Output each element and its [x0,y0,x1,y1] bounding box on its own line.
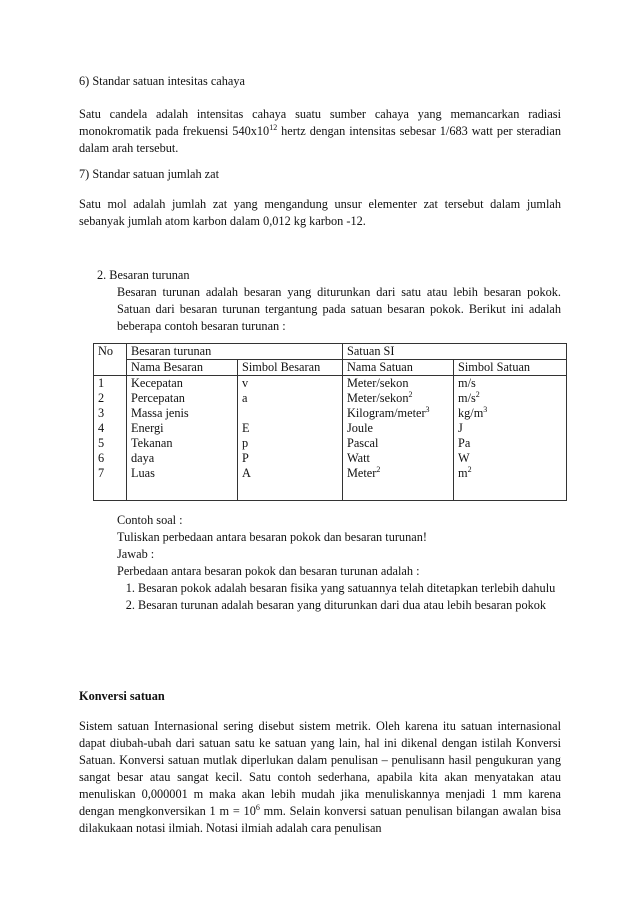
sec6-exponent: 12 [269,122,278,132]
answer-item: 1. Besaran pokok adalah besaran fisika yang satuannya telah ditetapkan terlebih dahulu [138,580,561,597]
header-nama-satuan: Nama Satuan [343,360,454,376]
table-cell: Luas [131,466,155,480]
table-cell: m/s [458,376,476,390]
cell-exponent: 2 [376,464,381,474]
table-cell: Pascal [347,436,379,450]
cell-exponent: 2 [408,389,413,399]
sec7-paragraph: Satu mol adalah jumlah zat yang mengandung unsur elementer zat tersebut dalam jumlah sebanyak jumlah atom karbon dalam 0,012 kg karbon -12. [79,197,561,228]
sec7-heading: 7) Standar satuan jumlah zat [79,167,220,181]
header-besaran-turunan: Besaran turunan [127,344,343,360]
answer-item: 2. Besaran turunan adalah besaran yang diturunkan dari dua atau lebih besaran pokok [138,597,561,614]
table-cell: 6 [98,451,105,465]
table-body-row [94,376,567,501]
table-cell: Meter/sekon [347,376,409,390]
table-cell: Meter/sekon$^2$ [347,389,413,405]
table-cell: $m^2$ [458,464,472,480]
header-nama-besaran: Nama Besaran [127,360,238,376]
table-cell: Energi [131,421,164,435]
table-cell: a [242,391,248,405]
sec6-heading: 6) Standar satuan intesitas cahaya [79,74,245,88]
table-cell: Kilogram/meter$^3$ [347,404,430,420]
col-simbol-satuan [454,376,567,501]
answer-items [117,580,561,614]
cell-exponent: 2 [475,389,480,399]
cell-exponent: 3 [425,404,430,414]
konversi-text-b: mm. Selain konversi satuan penulisan bilangan awalan bisa dilakukaan notasi ilmiah. Notasi ilmiah adalah cara penulisan [79,804,561,835]
jawab-intro: Perbedaan antara besaran pokok dan besaran turunan adalah : [117,564,420,578]
table-cell: P [242,451,249,465]
col-nama-besaran [127,376,238,501]
table-cell: J [458,421,463,435]
table-cell: Kecepatan [131,376,183,390]
jawab-label: Jawab : [117,547,155,561]
table-cell: W [458,451,470,465]
col-simbol-besaran [238,376,343,501]
konversi-text-a: Sistem satuan Internasional sering disebut sistem metrik. Oleh karena itu satuan internasional dapat diubah-ubah dari satuan satu ke satuan yang lain, hal ini dikenal dengan istilah Konversi Satuan. Konversi satuan mutlak diperlukan dalam penulisan – penulisann hasil pengukuran yang sangat besar atau sangat kecil. Satu contoh sederhana, apabila kita akan menyatakan atau menuliskan 0,000001 m maka akan lebih mudah jika menuliskannya menjadi 1 mm karena dengan mengkonversikan 1 m = 10 [79,719,561,818]
header-simbol-besaran: Simbol Besaran [238,360,343,376]
table-cell: Joule [347,421,373,435]
sec2-heading: 2. Besaran turunan [97,268,190,282]
contoh-label: Contoh soal : [117,513,183,527]
konversi-title: Konversi satuan [79,689,165,703]
table-header-row [94,344,567,360]
table-cell: Tekanan [131,436,173,450]
sec6-paragraph [79,106,561,157]
konversi-exponent: 6 [255,802,260,812]
table-cell: p [242,436,249,450]
table-cell: 4 [98,421,105,435]
cell-exponent: 3 [483,404,488,414]
sec6-text-b: hertz dengan intensitas sebesar 1/683 watt per steradian dalam arah tersebut. [79,124,561,155]
table-cell: Watt [347,451,370,465]
answer-list [117,580,561,614]
table-cell: A [242,466,251,480]
table-cell: 7 [98,466,105,480]
table-cell: 1 [98,376,105,390]
konversi-paragraph [79,718,561,837]
contoh-question: Tuliskan perbedaan antara besaran pokok dan besaran turunan! [117,530,427,544]
sec2-paragraph: Besaran turunan adalah besaran yang diturunkan dari satu atau lebih besaran pokok. Satuan dari besaran turunan tergantung pada satuan besaran pokok. Berikut ini adalah beberapa contoh besaran turunan : [117,285,561,333]
besaran-turunan-table [93,343,567,501]
col-nama-satuan [343,376,454,501]
table-cell: $kg/m^3$ [458,404,488,420]
table-cell: daya [131,451,155,465]
header-satuan-si: Satuan SI [343,344,567,360]
table-cell: Meter$^2$ [347,464,381,480]
cell-exponent: 2 [467,464,472,474]
col-no [94,376,127,501]
table-cell [242,406,338,421]
table-cell: 5 [98,436,105,450]
sec6-text-a: Satu candela adalah intensitas cahaya suatu sumber cahaya yang memancarkan radiasi monokromatik pada frekuensi 540x10 [79,107,561,138]
table-cell: $m/s^2$ [458,389,480,405]
table-cell: v [242,376,249,390]
header-no: No [94,344,127,376]
table-cell: E [242,421,250,435]
table-cell: 2 [98,391,105,405]
header-simbol-satuan: Simbol Satuan [454,360,567,376]
table-cell: 3 [98,406,105,420]
table-cell: Pa [458,436,471,450]
table-cell: Percepatan [131,391,185,405]
table-cell: Massa jenis [131,406,189,420]
table-subheader-row [94,360,567,376]
